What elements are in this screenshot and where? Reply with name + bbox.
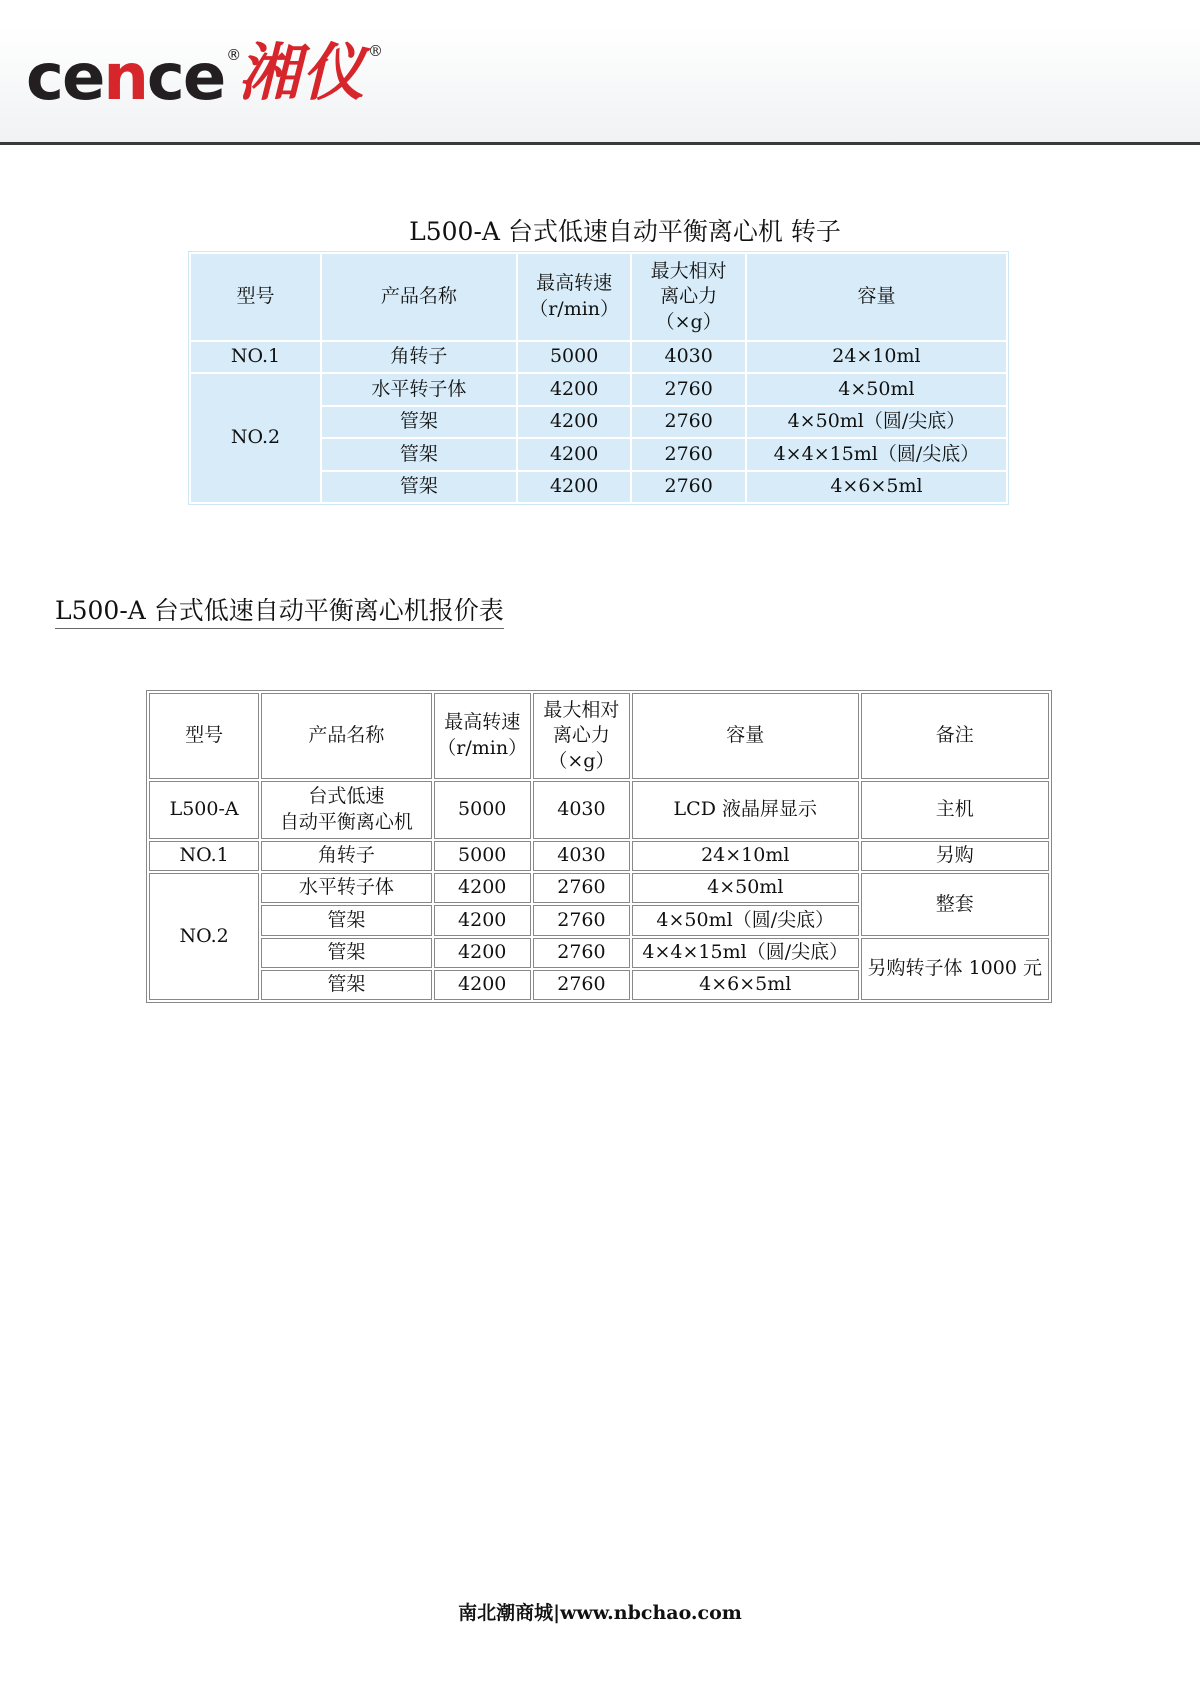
- header-model: 型号: [149, 693, 259, 779]
- table-row: [191, 374, 1006, 404]
- cell-speed: 5000: [518, 342, 631, 372]
- header-capacity: 容量: [632, 693, 859, 779]
- cell-rcf: 2760: [533, 970, 630, 1000]
- cell-name: 水平转子体: [261, 873, 431, 903]
- header-model: 型号: [191, 254, 320, 340]
- cell-rcf: 2760: [632, 374, 744, 404]
- cell-note: 另购: [861, 841, 1049, 871]
- header-capacity: 容量: [747, 254, 1006, 340]
- table-row: [191, 342, 1006, 372]
- cell-speed: 4200: [434, 970, 531, 1000]
- cell-speed: 4200: [518, 374, 631, 404]
- cell-speed: 4200: [434, 873, 531, 903]
- cell-rcf: 4030: [533, 841, 630, 871]
- cell-note: 整套: [861, 873, 1049, 935]
- cell-name: 角转子: [261, 841, 431, 871]
- cell-rcf: 4030: [533, 781, 630, 839]
- cell-speed: 4200: [518, 439, 631, 469]
- cell-model: L500-A: [149, 781, 259, 839]
- cell-rcf: 2760: [533, 905, 630, 935]
- cell-name: 管架: [322, 407, 516, 437]
- cell-rcf: 2760: [533, 873, 630, 903]
- cell-model: NO.1: [191, 342, 320, 372]
- table-row: [149, 873, 1049, 903]
- cell-rcf: 2760: [632, 439, 744, 469]
- table-row: [149, 938, 1049, 968]
- header-speed: 最高转速 （r/min）: [434, 693, 531, 779]
- header-name: 产品名称: [261, 693, 431, 779]
- page-footer: 南北潮商城|www.nbchao.com: [458, 1602, 742, 1624]
- cell-speed: 4200: [518, 407, 631, 437]
- rotor-table: [188, 251, 1009, 505]
- cell-capacity: 4×50ml: [747, 374, 1006, 404]
- price-table: [146, 690, 1052, 1003]
- cell-name: 管架: [261, 938, 431, 968]
- table-header-row: [191, 254, 1006, 340]
- cell-name: 角转子: [322, 342, 516, 372]
- cell-capacity: 4×6×5ml: [632, 970, 859, 1000]
- cell-name: 管架: [322, 472, 516, 502]
- header-note: 备注: [861, 693, 1049, 779]
- rotor-table-title: L500-A 台式低速自动平衡离心机 转子: [409, 217, 841, 246]
- header-rcf: 最大相对 离心力 （×g）: [533, 693, 630, 779]
- cell-note: 主机: [861, 781, 1049, 839]
- cell-speed: 5000: [434, 781, 531, 839]
- cell-capacity: 4×4×15ml（圆/尖底）: [632, 938, 859, 968]
- table-row: [149, 841, 1049, 871]
- header-rcf: 最大相对 离心力 （×g）: [632, 254, 744, 340]
- cell-capacity: 24×10ml: [747, 342, 1006, 372]
- cell-model: NO.1: [149, 841, 259, 871]
- cell-capacity: 4×4×15ml（圆/尖底）: [747, 439, 1006, 469]
- cell-note: 另购转子体 1000 元: [861, 938, 1049, 1000]
- cell-model: NO.2: [191, 374, 320, 502]
- cell-capacity: 4×50ml（圆/尖底）: [632, 905, 859, 935]
- cell-capacity: 4×50ml: [632, 873, 859, 903]
- cell-rcf: 2760: [533, 938, 630, 968]
- header-speed: 最高转速 （r/min）: [518, 254, 631, 340]
- cell-rcf: 4030: [632, 342, 744, 372]
- header-name: 产品名称: [322, 254, 516, 340]
- xiangyi-logo: 湘仪 ®: [238, 36, 386, 109]
- cell-capacity: 24×10ml: [632, 841, 859, 871]
- price-table-title: L500-A 台式低速自动平衡离心机报价表: [55, 591, 504, 629]
- cell-name: 管架: [322, 439, 516, 469]
- cell-capacity: LCD 液晶屏显示: [632, 781, 859, 839]
- cell-capacity: 4×6×5ml: [747, 472, 1006, 502]
- cell-rcf: 2760: [632, 407, 744, 437]
- cell-speed: 4200: [434, 938, 531, 968]
- cell-capacity: 4×50ml（圆/尖底）: [747, 407, 1006, 437]
- table-header-row: [149, 693, 1049, 779]
- cell-name: 台式低速 自动平衡离心机: [261, 781, 431, 839]
- cell-model: NO.2: [149, 873, 259, 1000]
- page-header: [0, 28, 1200, 145]
- cell-rcf: 2760: [632, 472, 744, 502]
- cence-logo: cence ®: [26, 41, 240, 115]
- cell-speed: 5000: [434, 841, 531, 871]
- cell-speed: 4200: [518, 472, 631, 502]
- cell-name: 管架: [261, 970, 431, 1000]
- cell-name: 水平转子体: [322, 374, 516, 404]
- cell-name: 管架: [261, 905, 431, 935]
- table-row: [149, 781, 1049, 839]
- cell-speed: 4200: [434, 905, 531, 935]
